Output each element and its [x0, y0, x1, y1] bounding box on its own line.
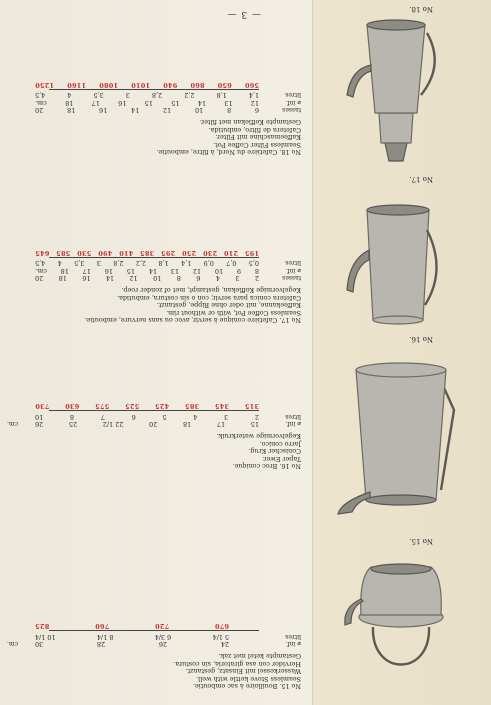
item-18-description	[7, 118, 301, 155]
desc-line: No 16. Broc conique.	[232, 462, 301, 470]
desc-line: No 15. Bouilloire à sac emboutie.	[192, 682, 301, 690]
item-17-spec-table	[7, 248, 301, 281]
desc-line: Cafetera conica para servir, con o sin costura, embutida.	[117, 293, 301, 302]
item-label-18: No 18.	[409, 5, 433, 13]
desc-line: Kegelvormige waterkruik.	[216, 432, 301, 441]
item-18-spec-table	[7, 80, 301, 113]
kettle-illustration	[341, 557, 461, 687]
spec-row-litres: litres 5 1/4 6 3/4 8 1/4 10 1/4	[35, 632, 301, 641]
spec-row-litres: litres 2 3 4 5 6 7 8 10	[35, 412, 301, 421]
item-18-block	[7, 80, 301, 155]
desc-line: Jarro conico.	[259, 439, 301, 448]
desc-line: Conischer Krug.	[248, 447, 301, 456]
item-15-description	[7, 652, 301, 689]
item-16-spec-table	[7, 402, 301, 427]
desc-line: Seamless Filter Coffee Pot.	[213, 140, 301, 149]
desc-line: Gestampte ketel met zak.	[218, 652, 301, 661]
spec-row-diameter: ⌀ inf. 24 26 28 30 cm.	[7, 639, 301, 648]
item-15-spec-table	[7, 622, 301, 647]
desc-line: Gestampte Koffiekan met filter.	[199, 118, 301, 127]
spec-row-diameter: ⌀ inf. 8 9 10 12 13 14 15 16 17 18 cm.	[35, 266, 301, 275]
desc-line: No 17. Cafetière conique à servir, avec ou sans nervure, emboutie.	[84, 316, 301, 324]
spec-row-litres: litres 1,4 1,8 2,2 2,8 3 3,5 4 4,5	[35, 91, 301, 100]
spec-row-prices: 560 650 860 940 1010 1080 1160 1250	[35, 80, 259, 89]
desc-line: Hervidor con asa giratoria, sin costura.	[173, 659, 301, 668]
desc-line: No 18. Cafetière du Nord, à filtre, emboutie.	[156, 148, 301, 156]
desc-line: Cafetera de filtro, embutida.	[208, 125, 301, 134]
spec-row-cups: tasses 2 3 4 6 8 10 12 14 16 18 20	[35, 273, 301, 282]
spec-row-prices: 315 345 385 425 525 575 630 730	[35, 402, 259, 411]
item-17-block	[7, 248, 301, 323]
item-15-block	[7, 622, 301, 689]
desc-line: Wasserkessel mit Einsatz, gestanzt.	[185, 667, 301, 676]
desc-line: Kaffeemaschine mit Filter.	[215, 133, 301, 142]
spec-row-prices: 670 720 760 825	[35, 622, 229, 631]
spec-row-diameter: ⌀ inf. 15 17 18 20 22 1/2 25 26 cm.	[7, 419, 301, 428]
desc-line: Kaffeekanne, mit oder ohne Rippe, gestanzt.	[156, 301, 301, 310]
desc-line: Seamless Stove kettle with well.	[196, 674, 301, 683]
coffee-pot-illustration	[343, 190, 453, 330]
desc-line: Taper Ewer.	[262, 454, 301, 463]
spec-row-prices: 195 210 230 250 295 385 410 490 530 585 645	[35, 248, 259, 257]
desc-line: Seamless Coffee Pot, with or without rim.	[166, 308, 301, 317]
item-label-15: No 15.	[409, 537, 433, 545]
filter-coffee-pot-illustration	[341, 10, 451, 165]
spec-row-litres: litres 0,5 0,7 0,9 1,4 1,8 2,2 2,8 3 3,5 4 4,5	[35, 259, 301, 268]
spec-row-diameter: ⌀ inf. 12 13 14 15 15 16 17 18 cm.	[35, 98, 301, 107]
item-16-block	[7, 402, 301, 469]
ewer-illustration	[331, 350, 466, 520]
page-number: — 3 —	[226, 9, 261, 19]
spec-row-cups: tasses 6 8 10 12 14 16 18 20	[35, 105, 301, 114]
illustration-column	[312, 0, 491, 705]
desc-line: Kegelvormige Koffiekan, gestampt, met of zonder roep.	[121, 286, 301, 295]
item-16-description	[7, 432, 301, 469]
item-label-17: No 17.	[409, 175, 433, 183]
item-17-description	[7, 286, 301, 323]
item-label-16: No 16.	[409, 335, 433, 343]
